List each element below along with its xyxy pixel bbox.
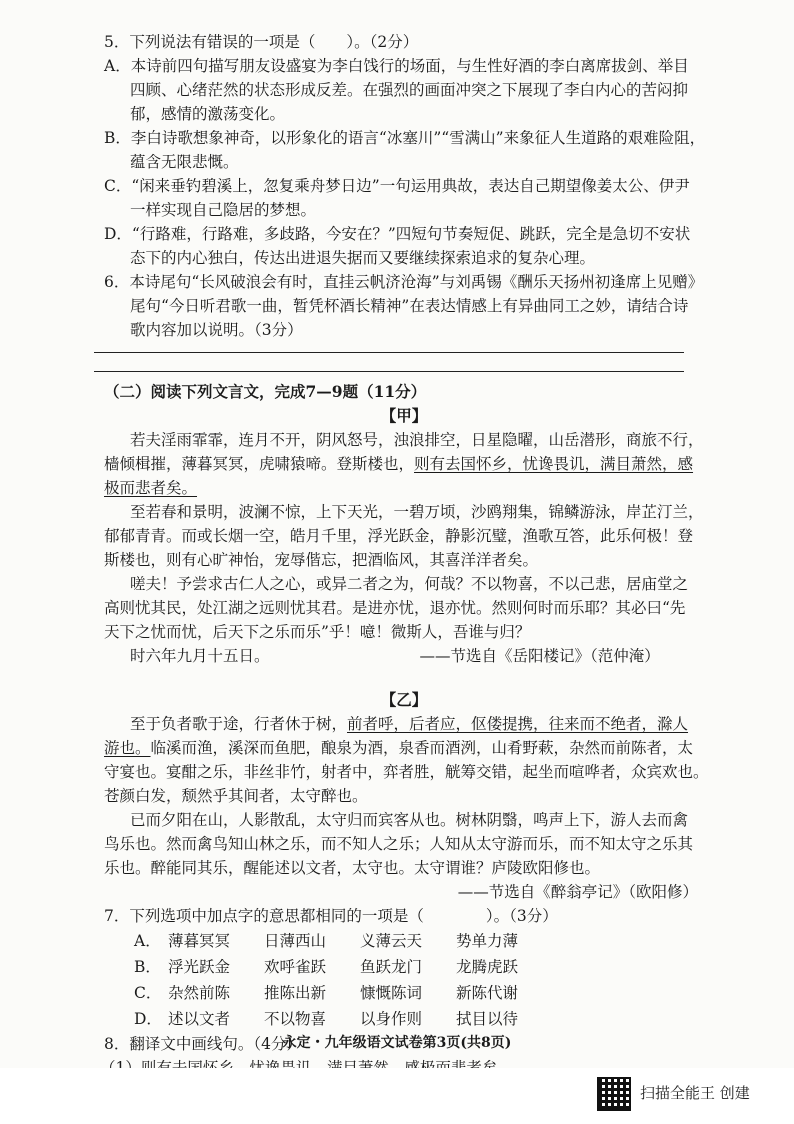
- scanner-watermark: 扫描全能王 创建: [640, 1084, 750, 1102]
- option-word: 不以物喜: [264, 1010, 327, 1028]
- q5-option-a-line1: A．本诗前四句描写朋友设盛宴为李白饯行的场面，与生性好酒的李白离席拔剑、举目: [104, 57, 689, 75]
- option-word: 浮光跃金: [168, 958, 231, 976]
- option-word: 义薄云天: [360, 932, 423, 950]
- section-heading: （二）阅读下列文言文，完成7—9题（11分）: [104, 382, 427, 401]
- passage-jia-text: 郁郁青青。而或长烟一空，皓月千里，浮光跃金，静影沉璧，渔歌互答，此乐何极！登: [104, 527, 694, 545]
- passage-yi-label: 【乙】: [380, 690, 428, 709]
- q5-option-a-line3: 郁，感情的激荡变化。: [130, 105, 286, 123]
- option-word: 以身作则: [360, 1010, 423, 1028]
- option-letter: A．: [134, 932, 161, 950]
- q5-option-b-line1: B．李白诗歌想象神奇，以形象化的语言“冰塞川”“雪满山”来象征人生道路的艰难险阻，: [104, 129, 706, 147]
- passage-jia-text: 嗟夫！予尝求古仁人之心，或异二者之为，何哉？不以物喜，不以己悲，居庙堂之: [130, 575, 689, 593]
- option-word: 述以文者: [168, 1010, 231, 1028]
- option-word: 鱼跃龙门: [360, 958, 423, 976]
- q7-option-c: [104, 980, 704, 1006]
- option-word: 杂然前陈: [168, 984, 231, 1002]
- passage-yi-text: [104, 712, 704, 736]
- q5-option-a-line2: 四顾、心绪茫然的状态形成反差。在强烈的画面冲突之下展现了李白内心的苦闷抑: [130, 81, 689, 99]
- passage-text: 樯倾楫摧，薄暮冥冥，虎啸猿啼。登斯楼也，: [104, 455, 415, 473]
- passage-jia-text: 若夫淫雨霏霏，连月不开，阴风怒号，浊浪排空，日星隐曜，山岳潜形，商旅不行，: [130, 431, 704, 449]
- option-word: 薄暮冥冥: [168, 932, 231, 950]
- option-letter: D．: [134, 1010, 162, 1028]
- q5-option-c-line2: 一样实现自己隐居的梦想。: [130, 201, 317, 219]
- underlined-sentence: 游也。: [104, 739, 151, 757]
- option-word: 慷慨陈词: [360, 984, 423, 1002]
- option-word: 新陈代谢: [456, 984, 519, 1002]
- passage-yi-source: ——节选自《醉翁亭记》（欧阳修）: [457, 883, 698, 901]
- passage-jia-text: [104, 452, 704, 476]
- q6-line3: 歌内容加以说明。（3分）: [130, 321, 303, 339]
- passage-jia-date: [104, 644, 704, 668]
- q5-stem: 5．下列说法有错误的一项是（ ）。（2分）: [104, 33, 419, 51]
- passage-yi-text: 鸟乐也。然而禽鸟知山林之乐，而不知人之乐；人知从太守游而乐，而不知太守之乐其: [104, 835, 694, 853]
- q5-option-c-line1: C．“闲来垂钓碧溪上，忽复乘舟梦日边”一句运用典故，表达自己期望像姜太公、伊尹: [104, 177, 690, 195]
- q5-option-d-line1: D．“行路难，行路难，多歧路，今安在？”四短句节奏短促、跳跃，完全是急切不安状: [104, 225, 691, 243]
- q7-option-d: [104, 1006, 704, 1032]
- option-letter: B．: [134, 958, 161, 976]
- q5-option-b-line2: 蕴含无限悲慨。: [130, 153, 239, 171]
- passage-jia-source: ——节选自《岳阳楼记》（范仲淹）: [419, 647, 660, 665]
- passage-yi-text: 苍颜白发，颓然乎其间者，太守醉也。: [104, 787, 368, 805]
- q8-stem: 8．翻译文中画线句。（4分）: [104, 1035, 302, 1053]
- passage-yi-text: 乐也。醉能同其乐，醒能述以文者，太守也。太守谓谁？庐陵欧阳修也。: [104, 859, 601, 877]
- passage-yi-text: [104, 736, 704, 760]
- passage-text: 临溪而渔，溪深而鱼肥，酿泉为酒，泉香而酒洌，山肴野蔌，杂然而前陈者，太: [150, 739, 694, 757]
- passage-text: 时六年九月十五日。: [130, 647, 270, 665]
- qr-code-icon: [597, 1077, 631, 1111]
- option-letter: C．: [134, 984, 162, 1002]
- underlined-sentence: 极而悲者矣。: [104, 479, 198, 497]
- q7-option-b: [104, 954, 704, 980]
- passage-text: 至于负者歌于途，行者休于树，: [130, 715, 348, 733]
- passage-jia-text: [104, 476, 704, 500]
- option-word: 龙腾虎跃: [456, 958, 519, 976]
- passage-jia-label: 【甲】: [380, 406, 428, 425]
- page-content: [104, 30, 709, 1116]
- passage-jia-text: 高则忧其民，处江湖之远则忧其君。是进亦忧，退亦忧。然则何时而乐耶？其必曰“先: [104, 599, 686, 617]
- option-word: 日薄西山: [264, 932, 327, 950]
- option-word: 推陈出新: [264, 984, 327, 1002]
- passage-jia-text: 斯楼也，则有心旷神怡，宠辱偕忘，把酒临风，其喜洋洋者矣。: [104, 551, 539, 569]
- underlined-sentence: 则有去国怀乡，忧谗畏讥，满目萧然，感: [414, 455, 694, 473]
- q7-option-a: [104, 928, 704, 954]
- option-word: 势单力薄: [456, 932, 519, 950]
- underlined-sentence: 前者呼，后者应，伛偻提携，往来而不绝者，滁人: [347, 715, 689, 733]
- passage-yi-text: 已而夕阳在山，人影散乱，太守归而宾客从也。树林阴翳，鸣声上下，游人去而禽: [130, 811, 689, 829]
- page-footer: 永定・九年级语文试卷第3页(共8页): [282, 1035, 512, 1051]
- passage-jia-text: 天下之忧而忧，后天下之乐而乐”乎！噫！微斯人，吾谁与归？: [104, 623, 531, 641]
- option-word: 欢呼雀跃: [264, 958, 327, 976]
- passage-yi-text: 守宴也。宴酣之乐，非丝非竹，射者中，弈者胜，觥筹交错，起坐而喧哗者，众宾欢也。: [104, 763, 709, 781]
- q6-line2: 尾句“今日听君歌一曲，暂凭杯酒长精神”在表达情感上有异曲同工之妙，请结合诗: [130, 297, 689, 315]
- passage-jia-text: 至若春和景明，波澜不惊，上下天光，一碧万顷，沙鸥翔集，锦鳞游泳，岸芷汀兰，: [130, 503, 704, 521]
- q5-option-d-line2: 态下的内心独白，传达出进退失据而又要继续探索追求的复杂心理。: [130, 249, 596, 267]
- option-word: 拭目以待: [456, 1010, 519, 1028]
- q6-line1: 6．本诗尾句“长风破浪会有时，直挂云帆济沧海”与刘禹锡《酬乐天扬州初逢席上见赠》: [104, 273, 704, 291]
- q7-stem: 7．下列选项中加点字的意思都相同的一项是（ ）。（3分）: [104, 907, 558, 925]
